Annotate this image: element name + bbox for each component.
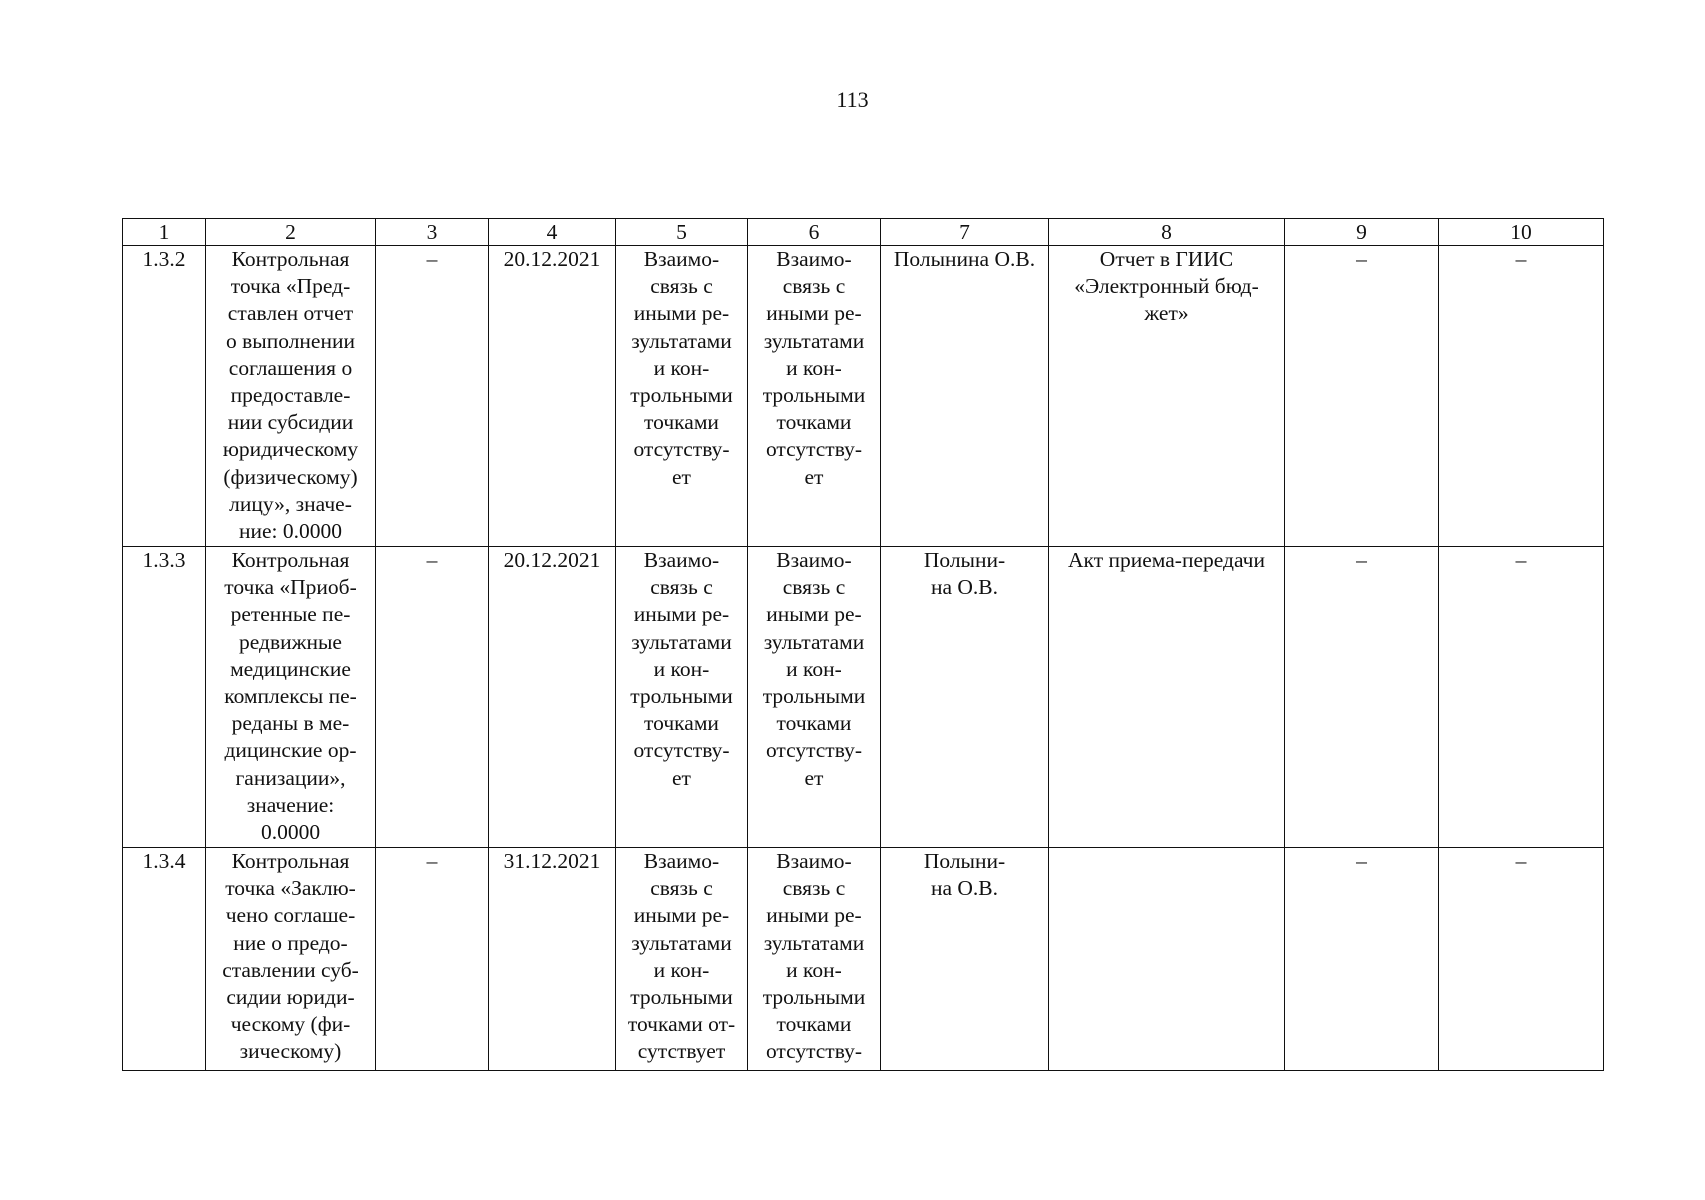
- cell-text-line: трольными: [630, 383, 733, 408]
- cell-text-line: трольными: [762, 985, 866, 1010]
- cell-text-line: на О.В.: [930, 575, 999, 600]
- cell-text-line: точками от-: [627, 1012, 736, 1037]
- document-cell: [1049, 848, 1285, 1071]
- cell-text-line: точками: [776, 711, 852, 736]
- date-cell: 20.12.2021: [489, 547, 616, 848]
- cell-text-line: точка «Пред-: [230, 274, 351, 299]
- column-9-cell: –: [1285, 547, 1439, 848]
- cell-text-line: ганизации»,: [235, 765, 346, 790]
- document-cell: [1049, 246, 1285, 547]
- responsible-cell: [881, 848, 1049, 1071]
- cell-text-line: ставлен отчет: [227, 301, 354, 326]
- cell-text-line: связь с: [650, 575, 713, 600]
- cell-text-line: ние о предо-: [233, 930, 348, 955]
- cell-text-line: отсутству-: [633, 738, 730, 763]
- cell-text-line: связь с: [782, 274, 846, 299]
- cell-text-line: Полыни-: [923, 849, 1006, 873]
- cell-text-line: зультатами: [763, 328, 865, 353]
- cell-text-line: трольными: [630, 985, 733, 1010]
- header-row: [123, 219, 1604, 246]
- cell-text-line: точками: [644, 410, 719, 435]
- control-point-name-cell: [206, 246, 376, 547]
- column-header: 6: [748, 219, 881, 246]
- cell-text-line: трольными: [762, 684, 866, 709]
- cell-text-line: ет: [672, 464, 691, 489]
- cell-text-line: ние: 0.0000: [238, 519, 343, 544]
- cell-text-line: и кон-: [653, 656, 710, 681]
- cell-text-line: связь с: [650, 876, 713, 901]
- cell-text-line: отсутству-: [633, 437, 730, 462]
- cell-text-line: связь с: [782, 575, 846, 600]
- cell-text-line: Отчет в ГИИС: [1099, 247, 1234, 271]
- column-5-cell: [616, 246, 748, 547]
- column-header: 3: [376, 219, 489, 246]
- cell-text-line: зультатами: [763, 930, 865, 955]
- cell-text-line: медицинские: [230, 656, 351, 681]
- cell-text-line: нии субсидии: [227, 410, 354, 435]
- column-header: 9: [1285, 219, 1439, 246]
- column-header: 2: [206, 219, 376, 246]
- row-number-cell: 1.3.2: [123, 246, 206, 547]
- cell-text-line: ставлении суб-: [222, 957, 359, 982]
- cell-text-line: и кон-: [786, 355, 842, 380]
- cell-text-line: связь с: [782, 876, 846, 901]
- cell-text-line: значение:: [246, 792, 335, 817]
- cell-text-line: зультатами: [631, 930, 732, 955]
- cell-text-line: ческому (фи-: [230, 1012, 351, 1037]
- cell-text-line: иными ре-: [766, 301, 862, 326]
- cell-text-line: точками: [644, 711, 719, 736]
- cell-text-line: соглашения о: [228, 355, 353, 380]
- cell-text-line: редвижные: [239, 629, 342, 654]
- cell-text-line: Контрольная: [231, 849, 350, 873]
- cell-text-line: точками: [776, 1012, 852, 1037]
- cell-text-line: ретенные пе-: [230, 602, 351, 627]
- cell-text-line: отсутству-: [765, 1039, 863, 1064]
- cell-text-line: зультатами: [631, 328, 732, 353]
- document-cell: [1049, 547, 1285, 848]
- column-header: 8: [1049, 219, 1285, 246]
- cell-text-line: комплексы пе-: [224, 684, 357, 709]
- column-9-cell: –: [1285, 848, 1439, 1071]
- cell-text-line: «Электронный бюд-: [1074, 274, 1259, 299]
- cell-text-line: сидии юриди-: [226, 985, 355, 1010]
- cell-text-line: жет»: [1144, 301, 1189, 326]
- cell-text-line: точка «Заклю-: [225, 876, 356, 901]
- cell-text-line: на О.В.: [930, 876, 999, 901]
- cell-text-line: (физическому): [223, 464, 358, 489]
- responsible-cell: [881, 246, 1049, 547]
- cell-text-line: отсутству-: [765, 437, 863, 462]
- cell-text-line: иными ре-: [633, 301, 730, 326]
- column-3-cell: –: [376, 547, 489, 848]
- cell-text-line: Взаимо-: [776, 247, 852, 271]
- column-6-cell: [748, 848, 881, 1071]
- cell-text-line: Взаимо-: [776, 548, 852, 572]
- table-row: [123, 848, 1604, 1071]
- column-9-cell: –: [1285, 246, 1439, 547]
- cell-text-line: Полыни-: [923, 548, 1006, 572]
- cell-text-line: иными ре-: [766, 602, 862, 627]
- column-10-cell: –: [1439, 246, 1604, 547]
- column-6-cell: [748, 547, 881, 848]
- cell-text-line: зическому): [239, 1039, 342, 1064]
- cell-text-line: ет: [672, 765, 691, 790]
- cell-text-line: трольными: [630, 684, 733, 709]
- cell-text-line: иными ре-: [633, 602, 730, 627]
- cell-text-line: Взаимо-: [643, 247, 720, 271]
- cell-text-line: Взаимо-: [643, 849, 720, 873]
- cell-text-line: предоставле-: [230, 383, 351, 408]
- table-row: [123, 547, 1604, 848]
- cell-text-line: Контрольная: [231, 548, 350, 572]
- cell-text-line: связь с: [650, 274, 713, 299]
- responsible-cell: [881, 547, 1049, 848]
- cell-text-line: Полынина О.В.: [893, 247, 1036, 271]
- cell-text-line: зультатами: [763, 629, 865, 654]
- column-10-cell: –: [1439, 848, 1604, 1071]
- cell-text-line: 0.0000: [260, 820, 321, 845]
- cell-text-line: трольными: [762, 383, 866, 408]
- cell-text-line: зультатами: [631, 629, 732, 654]
- column-6-cell: [748, 246, 881, 547]
- column-5-cell: [616, 547, 748, 848]
- cell-text-line: точками: [776, 410, 852, 435]
- date-cell: 20.12.2021: [489, 246, 616, 547]
- control-point-name-cell: [206, 547, 376, 848]
- cell-text-line: дицинские ор-: [224, 738, 357, 763]
- cell-text-line: чено соглаше-: [225, 903, 356, 928]
- cell-text-line: и кон-: [653, 355, 710, 380]
- column-header: 7: [881, 219, 1049, 246]
- row-number-cell: 1.3.4: [123, 848, 206, 1071]
- cell-text-line: иными ре-: [633, 903, 730, 928]
- cell-text-line: иными ре-: [766, 903, 862, 928]
- cell-text-line: о выполнении: [226, 328, 355, 353]
- date-cell: 31.12.2021: [489, 848, 616, 1071]
- column-10-cell: –: [1439, 547, 1604, 848]
- column-header: 5: [616, 219, 748, 246]
- control-points-table: [122, 218, 1604, 1071]
- cell-text-line: реданы в ме-: [231, 711, 350, 736]
- cell-text-line: ет: [804, 464, 824, 489]
- column-3-cell: –: [376, 848, 489, 1071]
- cell-text-line: отсутству-: [765, 738, 863, 763]
- cell-text-line: Акт приема-передачи: [1068, 548, 1265, 572]
- cell-text-line: и кон-: [786, 656, 842, 681]
- cell-text-line: Контрольная: [231, 247, 350, 271]
- cell-text-line: Взаимо-: [776, 849, 852, 873]
- cell-text-line: Взаимо-: [643, 548, 720, 572]
- page-number: 113: [836, 87, 869, 112]
- column-5-cell: [616, 848, 748, 1071]
- cell-text-line: точка «Приоб-: [224, 575, 357, 600]
- cell-text-line: лицу», значе-: [229, 491, 352, 516]
- column-3-cell: –: [376, 246, 489, 547]
- cell-text-line: и кон-: [653, 957, 710, 982]
- cell-text-line: сутствует: [637, 1039, 726, 1064]
- column-header: 1: [123, 219, 206, 246]
- column-header: 4: [489, 219, 616, 246]
- row-number-cell: 1.3.3: [123, 547, 206, 848]
- cell-text-line: и кон-: [786, 957, 842, 982]
- column-header: 10: [1439, 219, 1604, 246]
- cell-text-line: юридическому: [222, 437, 359, 462]
- table-row: [123, 246, 1604, 547]
- control-point-name-cell: [206, 848, 376, 1071]
- cell-text-line: ет: [804, 765, 824, 790]
